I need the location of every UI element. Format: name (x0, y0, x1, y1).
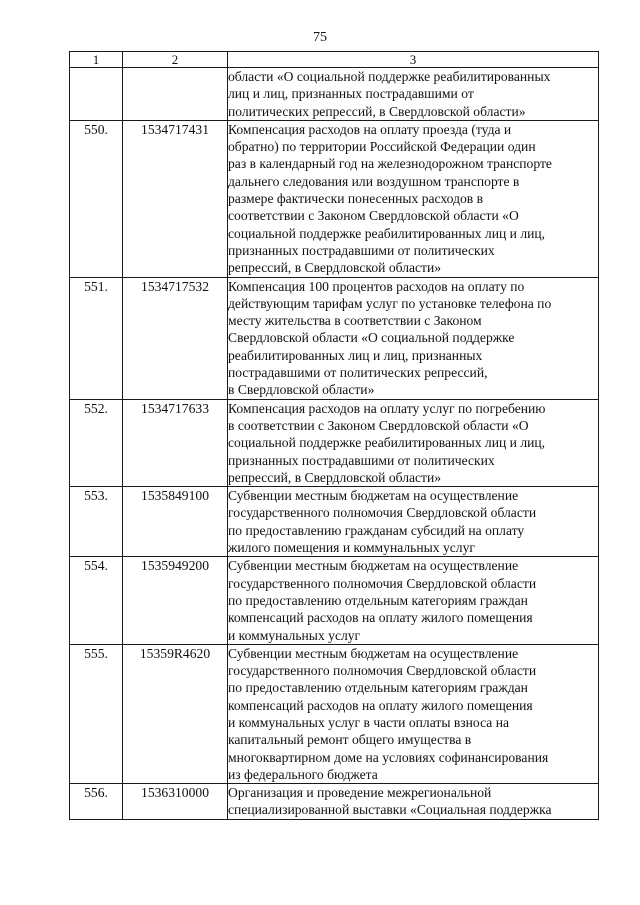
description-line: государственного полномочия Свердловской области (228, 575, 537, 591)
row-number: 552. (70, 399, 123, 486)
description-line: Субвенции местным бюджетам на осуществление (228, 645, 519, 661)
description-line: раз в календарный год на железнодорожном транспорте (228, 156, 552, 172)
table-row (70, 120, 599, 277)
table-row (70, 644, 599, 783)
table-header-row (70, 52, 599, 68)
description-line: и коммунальных услуг (228, 627, 361, 643)
row-description (228, 120, 599, 277)
description-line: дальнего следования или воздушном транспорте в (228, 173, 520, 189)
description-line: по предоставлению отдельным категориям граждан (228, 592, 528, 608)
row-description (228, 277, 599, 399)
row-code: 1535949200 (123, 557, 228, 644)
table-row (70, 557, 599, 644)
description-line: Субвенции местным бюджетам на осуществление (228, 558, 519, 574)
description-line: по предоставлению гражданам субсидий на оплату (228, 522, 525, 538)
row-code: 1534717633 (123, 399, 228, 486)
row-number: 550. (70, 120, 123, 277)
description-line: капитальный ремонт общего имущества в (228, 732, 472, 748)
description-line: Субвенции местным бюджетам на осуществление (228, 488, 519, 504)
description-line: признанных пострадавшими от политических (228, 452, 495, 468)
row-number: 554. (70, 557, 123, 644)
description-line: компенсаций расходов на оплату жилого помещения (228, 697, 533, 713)
description-line: области «О социальной поддержке реабилитированных (228, 69, 551, 84)
description-line: признанных пострадавшими от политических (228, 242, 495, 258)
row-description (228, 644, 599, 783)
description-line: размере фактически понесенных расходов в (228, 191, 484, 207)
table-row (70, 487, 599, 557)
description-line: социальной поддержке реабилитированных лиц и лиц, (228, 225, 546, 241)
description-line: социальной поддержке реабилитированных лиц и лиц, (228, 435, 546, 451)
description-line: Свердловской области «О социальной поддержке (228, 330, 515, 346)
table-row (70, 68, 599, 121)
table-row (70, 784, 599, 820)
row-code (123, 68, 228, 121)
description-line: соответствии с Законом Свердловской области «О (228, 208, 519, 224)
row-code: 1534717532 (123, 277, 228, 399)
description-line: компенсаций расходов на оплату жилого помещения (228, 610, 533, 626)
description-line: репрессий, в Свердловской области» (228, 260, 442, 276)
column-header-code: 2 (123, 52, 228, 68)
column-header-name: 3 (228, 52, 599, 68)
description-line: специализированной выставки «Социальная поддержка (228, 802, 552, 818)
row-code: 1534717431 (123, 120, 228, 277)
description-line: месту жительства в соответствии с Законом (228, 313, 482, 329)
description-line: политических репрессий, в Свердловской области» (228, 103, 526, 119)
table-row (70, 399, 599, 486)
row-code: 1536310000 (123, 784, 228, 820)
description-line: в соответствии с Законом Свердловской области «О (228, 417, 529, 433)
row-number: 556. (70, 784, 123, 820)
row-number (70, 68, 123, 121)
column-header-number: 1 (70, 52, 123, 68)
row-number: 553. (70, 487, 123, 557)
description-line: Компенсация расходов на оплату проезда (туда и (228, 121, 512, 137)
description-line: жилого помещения и коммунальных услуг (228, 540, 475, 556)
row-code: 1535849100 (123, 487, 228, 557)
row-description (228, 557, 599, 644)
page-number: 75 (313, 30, 327, 45)
row-code: 15359R4620 (123, 644, 228, 783)
description-line: реабилитированных лиц и лиц, признанных (228, 347, 483, 363)
description-line: Компенсация расходов на оплату услуг по погребению (228, 400, 546, 416)
description-line: Организация и проведение межрегиональной (228, 785, 492, 801)
budget-code-table (69, 51, 599, 820)
description-line: по предоставлению отдельным категориям граждан (228, 680, 528, 696)
row-description (228, 784, 599, 820)
table-row (70, 277, 599, 399)
row-number: 555. (70, 644, 123, 783)
row-description (228, 487, 599, 557)
description-line: репрессий, в Свердловской области» (228, 469, 442, 485)
description-line: пострадавшими от политических репрессий, (228, 365, 488, 381)
description-line: в Свердловской области» (228, 382, 375, 398)
description-line: из федерального бюджета (228, 766, 378, 782)
description-line: многоквартирном доме на условиях софинансирования (228, 749, 549, 765)
description-line: государственного полномочия Свердловской области (228, 663, 537, 679)
description-line: государственного полномочия Свердловской области (228, 505, 537, 521)
description-line: действующим тарифам услуг по установке телефона по (228, 295, 552, 311)
description-line: лиц и лиц, признанных пострадавшими от (228, 86, 474, 102)
row-description (228, 68, 599, 121)
description-line: Компенсация 100 процентов расходов на оплату по (228, 278, 525, 294)
description-line: обратно) по территории Российской Федерации один (228, 139, 536, 155)
row-description (228, 399, 599, 486)
row-number: 551. (70, 277, 123, 399)
description-line: и коммунальных услуг в части оплаты взноса на (228, 714, 510, 730)
